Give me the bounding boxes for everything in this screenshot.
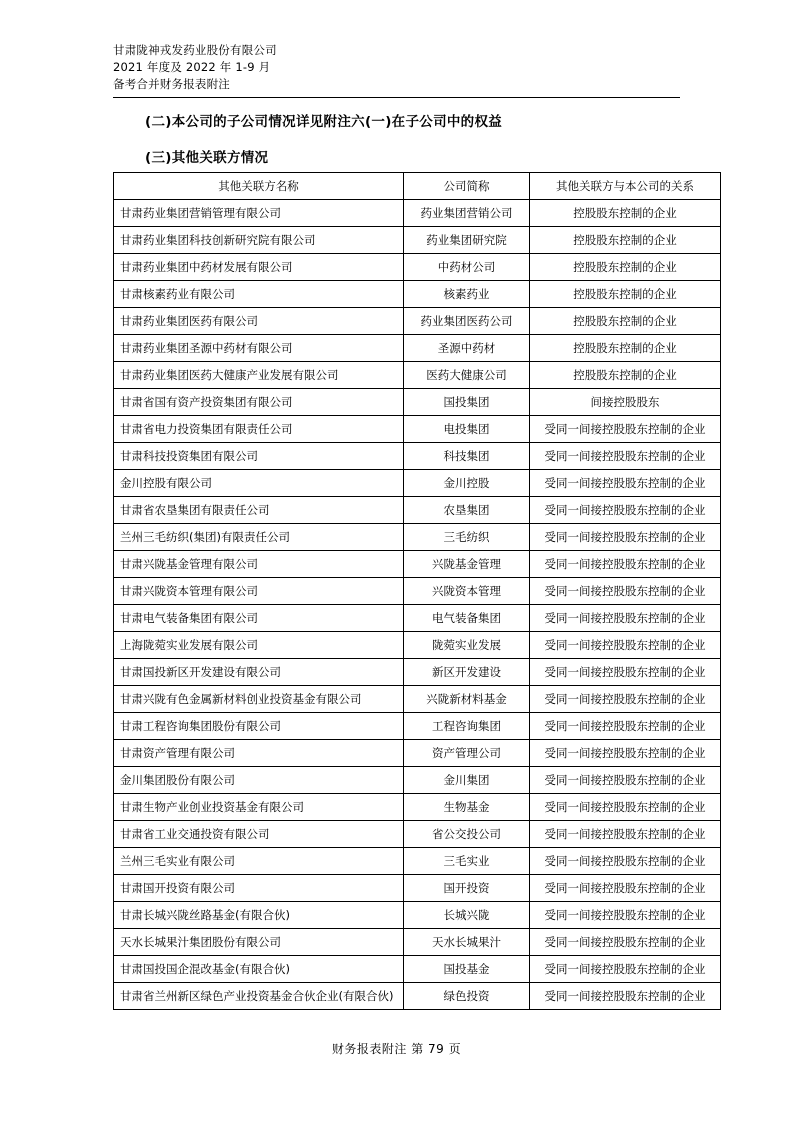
cell-party-name: 甘肃兴陇基金管理有限公司 — [114, 551, 404, 578]
cell-party-abbr: 新区开发建设 — [404, 659, 530, 686]
cell-party-abbr: 药业集团医药公司 — [404, 308, 530, 335]
cell-party-name: 上海陇菀实业发展有限公司 — [114, 632, 404, 659]
cell-party-abbr: 三毛实业 — [404, 848, 530, 875]
table-row — [114, 875, 721, 902]
cell-party-relation: 受同一间接控股股东控制的企业 — [530, 821, 721, 848]
cell-party-name: 甘肃电气装备集团有限公司 — [114, 605, 404, 632]
table-row — [114, 578, 721, 605]
cell-party-abbr: 药业集团研究院 — [404, 227, 530, 254]
table-row — [114, 632, 721, 659]
table-row — [114, 524, 721, 551]
cell-party-relation: 控股股东控制的企业 — [530, 308, 721, 335]
cell-party-relation: 控股股东控制的企业 — [530, 362, 721, 389]
cell-party-relation: 受同一间接控股股东控制的企业 — [530, 497, 721, 524]
table-row — [114, 956, 721, 983]
cell-party-abbr: 国开投资 — [404, 875, 530, 902]
cell-party-abbr: 药业集团营销公司 — [404, 200, 530, 227]
cell-party-abbr: 生物基金 — [404, 794, 530, 821]
cell-party-relation: 控股股东控制的企业 — [530, 200, 721, 227]
cell-party-abbr: 三毛纺织 — [404, 524, 530, 551]
cell-party-abbr: 科技集团 — [404, 443, 530, 470]
cell-party-relation: 受同一间接控股股东控制的企业 — [530, 659, 721, 686]
header-company-name: 甘肃陇神戎发药业股份有限公司 — [113, 43, 277, 57]
header-period: 2021 年度及 2022 年 1-9 月 — [113, 60, 271, 74]
cell-party-name: 甘肃省兰州新区绿色产业投资基金合伙企业(有限合伙) — [114, 983, 404, 1010]
cell-party-relation: 受同一间接控股股东控制的企业 — [530, 929, 721, 956]
cell-party-abbr: 兴陇基金管理 — [404, 551, 530, 578]
cell-party-relation: 受同一间接控股股东控制的企业 — [530, 416, 721, 443]
cell-party-abbr: 圣源中药材 — [404, 335, 530, 362]
cell-party-abbr: 天水长城果汁 — [404, 929, 530, 956]
cell-party-name: 甘肃药业集团医药大健康产业发展有限公司 — [114, 362, 404, 389]
cell-party-abbr: 国投集团 — [404, 389, 530, 416]
table-header-row — [114, 173, 721, 200]
cell-party-relation: 受同一间接控股股东控制的企业 — [530, 605, 721, 632]
cell-party-abbr: 资产管理公司 — [404, 740, 530, 767]
table-row — [114, 929, 721, 956]
table-row — [114, 497, 721, 524]
cell-party-name: 甘肃生物产业创业投资基金有限公司 — [114, 794, 404, 821]
cell-party-relation: 受同一间接控股股东控制的企业 — [530, 551, 721, 578]
table-row — [114, 389, 721, 416]
table-row — [114, 686, 721, 713]
cell-party-abbr: 工程咨询集团 — [404, 713, 530, 740]
table-row — [114, 902, 721, 929]
cell-party-abbr: 核素药业 — [404, 281, 530, 308]
table-row — [114, 740, 721, 767]
table-row — [114, 794, 721, 821]
table-row — [114, 227, 721, 254]
section-title-other-related: (三)其他关联方情况 — [145, 150, 269, 166]
cell-party-name: 甘肃兴陇资本管理有限公司 — [114, 578, 404, 605]
cell-party-name: 金川控股有限公司 — [114, 470, 404, 497]
cell-party-name: 甘肃省农垦集团有限责任公司 — [114, 497, 404, 524]
table-row — [114, 308, 721, 335]
cell-party-relation: 受同一间接控股股东控制的企业 — [530, 740, 721, 767]
cell-party-relation: 受同一间接控股股东控制的企业 — [530, 470, 721, 497]
cell-party-name: 甘肃兴陇有色金属新材料创业投资基金有限公司 — [114, 686, 404, 713]
cell-party-relation: 受同一间接控股股东控制的企业 — [530, 686, 721, 713]
cell-party-abbr: 兴陇新材料基金 — [404, 686, 530, 713]
cell-party-name: 甘肃药业集团科技创新研究院有限公司 — [114, 227, 404, 254]
cell-party-name: 天水长城果汁集团股份有限公司 — [114, 929, 404, 956]
table-row — [114, 659, 721, 686]
cell-party-name: 甘肃省电力投资集团有限责任公司 — [114, 416, 404, 443]
column-header-abbr: 公司简称 — [404, 173, 530, 200]
cell-party-relation: 间接控股股东 — [530, 389, 721, 416]
table-row — [114, 281, 721, 308]
cell-party-abbr: 省公交投公司 — [404, 821, 530, 848]
column-header-name: 其他关联方名称 — [114, 173, 404, 200]
table-row — [114, 821, 721, 848]
cell-party-name: 甘肃国投新区开发建设有限公司 — [114, 659, 404, 686]
table-row — [114, 200, 721, 227]
cell-party-name: 甘肃药业集团圣源中药材有限公司 — [114, 335, 404, 362]
cell-party-name: 甘肃药业集团医药有限公司 — [114, 308, 404, 335]
table-row — [114, 254, 721, 281]
table-row — [114, 362, 721, 389]
cell-party-relation: 控股股东控制的企业 — [530, 254, 721, 281]
table-row — [114, 416, 721, 443]
cell-party-name: 甘肃科技投资集团有限公司 — [114, 443, 404, 470]
table-row — [114, 335, 721, 362]
cell-party-name: 甘肃长城兴陇丝路基金(有限合伙) — [114, 902, 404, 929]
cell-party-name: 甘肃资产管理有限公司 — [114, 740, 404, 767]
cell-party-name: 甘肃省工业交通投资有限公司 — [114, 821, 404, 848]
cell-party-abbr: 农垦集团 — [404, 497, 530, 524]
cell-party-name: 兰州三毛纺织(集团)有限责任公司 — [114, 524, 404, 551]
cell-party-relation: 受同一间接控股股东控制的企业 — [530, 713, 721, 740]
cell-party-abbr: 长城兴陇 — [404, 902, 530, 929]
cell-party-abbr: 绿色投资 — [404, 983, 530, 1010]
cell-party-relation: 受同一间接控股股东控制的企业 — [530, 794, 721, 821]
page-footer: 财务报表附注 第 79 页 — [331, 1042, 462, 1056]
cell-party-relation: 受同一间接控股股东控制的企业 — [530, 443, 721, 470]
cell-party-name: 甘肃省国有资产投资集团有限公司 — [114, 389, 404, 416]
cell-party-relation: 控股股东控制的企业 — [530, 227, 721, 254]
column-header-relation: 其他关联方与本公司的关系 — [530, 173, 721, 200]
cell-party-relation: 控股股东控制的企业 — [530, 335, 721, 362]
cell-party-relation: 控股股东控制的企业 — [530, 281, 721, 308]
cell-party-abbr: 金川控股 — [404, 470, 530, 497]
cell-party-relation: 受同一间接控股股东控制的企业 — [530, 902, 721, 929]
cell-party-name: 甘肃药业集团中药材发展有限公司 — [114, 254, 404, 281]
table-row — [114, 983, 721, 1010]
related-parties-table — [113, 172, 721, 1010]
table-row — [114, 443, 721, 470]
header-report-type: 备考合并财务报表附注 — [113, 77, 230, 91]
table-row — [114, 470, 721, 497]
cell-party-abbr: 陇菀实业发展 — [404, 632, 530, 659]
table-row — [114, 551, 721, 578]
cell-party-relation: 受同一间接控股股东控制的企业 — [530, 524, 721, 551]
table-row — [114, 848, 721, 875]
cell-party-relation: 受同一间接控股股东控制的企业 — [530, 632, 721, 659]
cell-party-relation: 受同一间接控股股东控制的企业 — [530, 983, 721, 1010]
cell-party-name: 甘肃核素药业有限公司 — [114, 281, 404, 308]
cell-party-abbr: 国投基金 — [404, 956, 530, 983]
document-header — [113, 42, 680, 98]
cell-party-relation: 受同一间接控股股东控制的企业 — [530, 578, 721, 605]
table-row — [114, 605, 721, 632]
cell-party-abbr: 医药大健康公司 — [404, 362, 530, 389]
cell-party-relation: 受同一间接控股股东控制的企业 — [530, 767, 721, 794]
cell-party-relation: 受同一间接控股股东控制的企业 — [530, 956, 721, 983]
table-row — [114, 767, 721, 794]
cell-party-name: 兰州三毛实业有限公司 — [114, 848, 404, 875]
cell-party-name: 甘肃国开投资有限公司 — [114, 875, 404, 902]
cell-party-abbr: 电气装备集团 — [404, 605, 530, 632]
cell-party-abbr: 兴陇资本管理 — [404, 578, 530, 605]
section-title-subsidiary: (二)本公司的子公司情况详见附注六(一)在子公司中的权益 — [145, 114, 503, 130]
table-row — [114, 713, 721, 740]
cell-party-relation: 受同一间接控股股东控制的企业 — [530, 875, 721, 902]
cell-party-abbr: 中药材公司 — [404, 254, 530, 281]
cell-party-name: 甘肃工程咨询集团股份有限公司 — [114, 713, 404, 740]
cell-party-name: 金川集团股份有限公司 — [114, 767, 404, 794]
cell-party-name: 甘肃药业集团营销管理有限公司 — [114, 200, 404, 227]
cell-party-relation: 受同一间接控股股东控制的企业 — [530, 848, 721, 875]
cell-party-abbr: 电投集团 — [404, 416, 530, 443]
cell-party-name: 甘肃国投国企混改基金(有限合伙) — [114, 956, 404, 983]
cell-party-abbr: 金川集团 — [404, 767, 530, 794]
